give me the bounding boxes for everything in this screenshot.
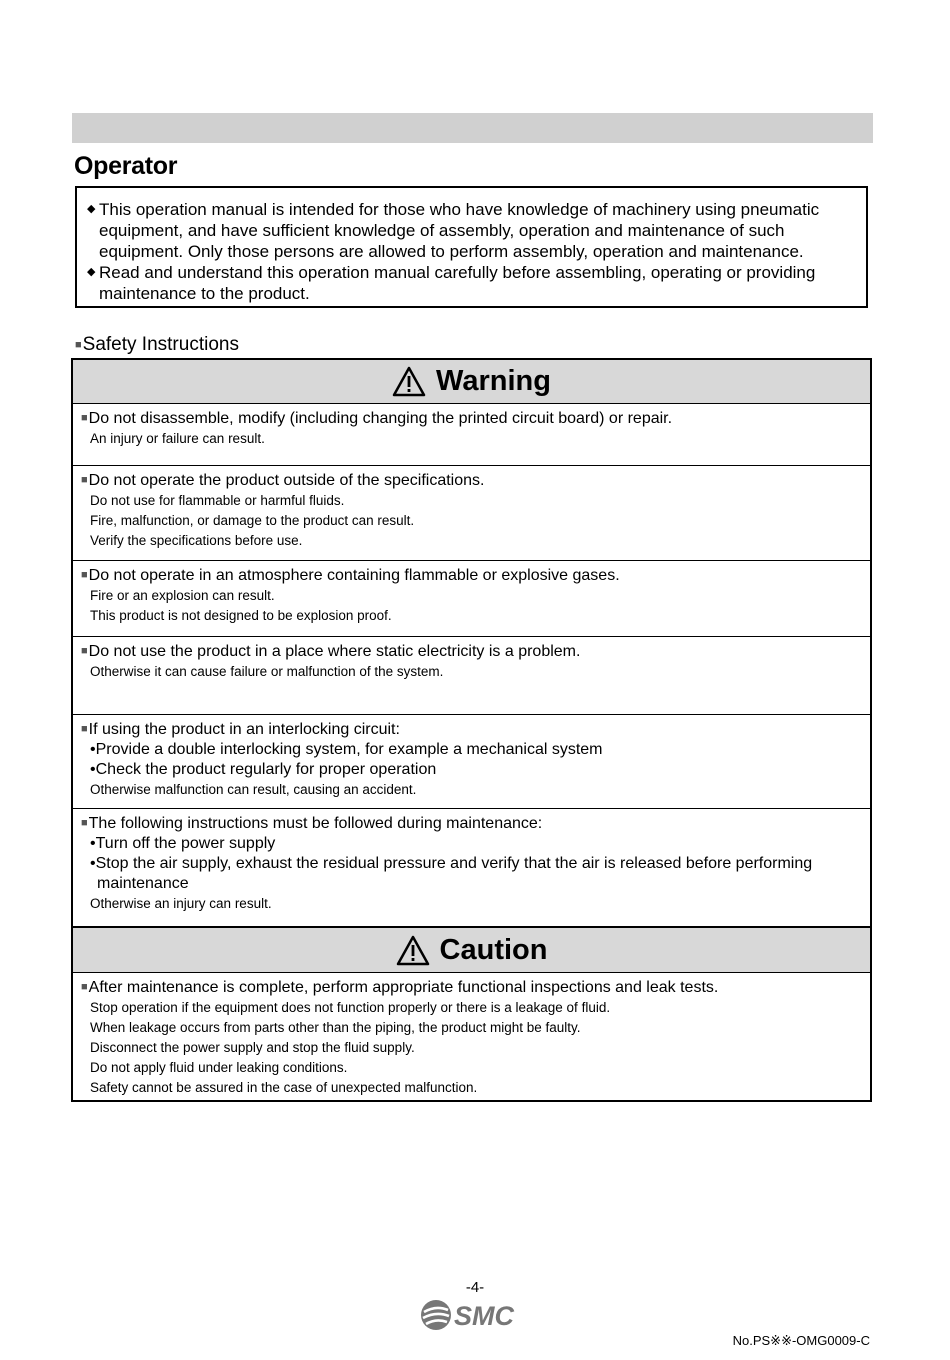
caution-title: Caution: [439, 933, 548, 966]
safety-row-heading: ■Do not operate the product outside of the specifications.: [81, 472, 485, 489]
safety-row-detail: When leakage occurs from parts other than the piping, the product might be faulty.: [90, 1020, 581, 1035]
smc-logo: [419, 1298, 529, 1337]
safety-row-bullet: •Stop the air supply, exhaust the residual pressure and verify that the air is released before performing maintenance: [90, 855, 813, 892]
safety-instructions-label: ■Safety Instructions: [75, 334, 239, 355]
safety-row-detail: Otherwise an injury can result.: [90, 896, 272, 911]
caution-header: [73, 927, 870, 973]
safety-row-heading: ■The following instructions must be followed during maintenance:: [81, 815, 543, 832]
safety-row-detail: This product is not designed to be explosion proof.: [90, 608, 392, 623]
safety-row-detail: Otherwise it can cause failure or malfunction of the system.: [90, 664, 444, 679]
caution-triangle-icon: [396, 935, 430, 966]
safety-row: [73, 637, 870, 715]
safety-row-bullet: •Turn off the power supply: [90, 835, 276, 852]
caution-rows: [73, 973, 870, 1099]
safety-row-heading: ■After maintenance is complete, perform appropriate functional inspections and leak tests.: [81, 979, 719, 996]
operator-title: Operator: [74, 152, 178, 180]
operator-item: [87, 262, 860, 304]
safety-row-detail: Disconnect the power supply and stop the fluid supply.: [90, 1040, 415, 1055]
safety-row-detail: Stop operation if the equipment does not function properly or there is a leakage of fluid.: [90, 1000, 611, 1015]
safety-row-detail: Do not apply fluid under leaking conditions.: [90, 1060, 348, 1075]
square-bullet-icon: ■: [81, 569, 88, 581]
dot-bullet-icon: •: [90, 835, 96, 852]
square-bullet-icon: ■: [81, 474, 88, 486]
safety-row-detail: Safety cannot be assured in the case of unexpected malfunction.: [90, 1080, 478, 1095]
smc-logo-icon: [419, 1298, 529, 1332]
operator-box: [75, 186, 868, 308]
square-bullet-icon: ■: [81, 645, 88, 657]
document-number: No.PS※※-OMG0009-C: [732, 1333, 870, 1348]
warning-header: [73, 360, 870, 404]
logo-text: SMC: [454, 1301, 514, 1331]
safety-row: [73, 561, 870, 637]
safety-row: [73, 973, 870, 1099]
square-bullet-icon: ■: [81, 817, 88, 829]
safety-row-bullet: •Provide a double interlocking system, for example a mechanical system: [90, 741, 603, 758]
safety-row-heading: ■Do not operate in an atmosphere containing flammable or explosive gases.: [81, 567, 620, 584]
safety-row-heading: ■Do not use the product in a place where static electricity is a problem.: [81, 643, 581, 660]
diamond-bullet-icon: ◆: [87, 203, 96, 215]
safety-table: [71, 358, 872, 1102]
square-bullet-icon: ■: [81, 412, 88, 424]
warning-rows: [73, 404, 870, 927]
safety-row-detail: An injury or failure can result.: [90, 431, 265, 446]
safety-row: [73, 404, 870, 466]
operator-item-text: This operation manual is intended for those who have knowledge of machinery using pneumatic equipment, and have sufficient knowledge of assembly, operation and maintenance of such equipment. Only those persons are allowed to perform assembly, operation and maintenance.: [99, 200, 820, 261]
header-bar: [72, 113, 873, 143]
warning-triangle-icon: [392, 366, 426, 397]
dot-bullet-icon: •: [90, 741, 96, 758]
safety-row-heading: ■If using the product in an interlocking circuit:: [81, 721, 400, 738]
operator-item-text: Read and understand this operation manual carefully before assembling, operating or providing maintenance to the product.: [99, 263, 816, 303]
dot-bullet-icon: •: [90, 855, 96, 872]
safety-row-detail: Verify the specifications before use.: [90, 533, 303, 548]
safety-row-heading: ■Do not disassemble, modify (including changing the printed circuit board) or repair.: [81, 410, 673, 427]
safety-row-detail: Fire, malfunction, or damage to the product can result.: [90, 513, 415, 528]
square-bullet-icon: ■: [81, 723, 88, 735]
dot-bullet-icon: •: [90, 761, 96, 778]
safety-row: [73, 466, 870, 561]
operator-item: [87, 199, 860, 262]
safety-row: [73, 809, 870, 927]
safety-row: [73, 715, 870, 809]
square-bullet-icon: ■: [75, 339, 82, 351]
safety-row-bullet: •Check the product regularly for proper operation: [90, 761, 437, 778]
diamond-bullet-icon: ◆: [87, 266, 96, 278]
safety-row-detail: Do not use for flammable or harmful fluids.: [90, 493, 345, 508]
square-bullet-icon: ■: [81, 981, 88, 993]
safety-row-detail: Fire or an explosion can result.: [90, 588, 275, 603]
safety-row-detail: Otherwise malfunction can result, causing an accident.: [90, 782, 417, 797]
page-number: -4-: [465, 1279, 485, 1296]
warning-title: Warning: [436, 365, 551, 397]
